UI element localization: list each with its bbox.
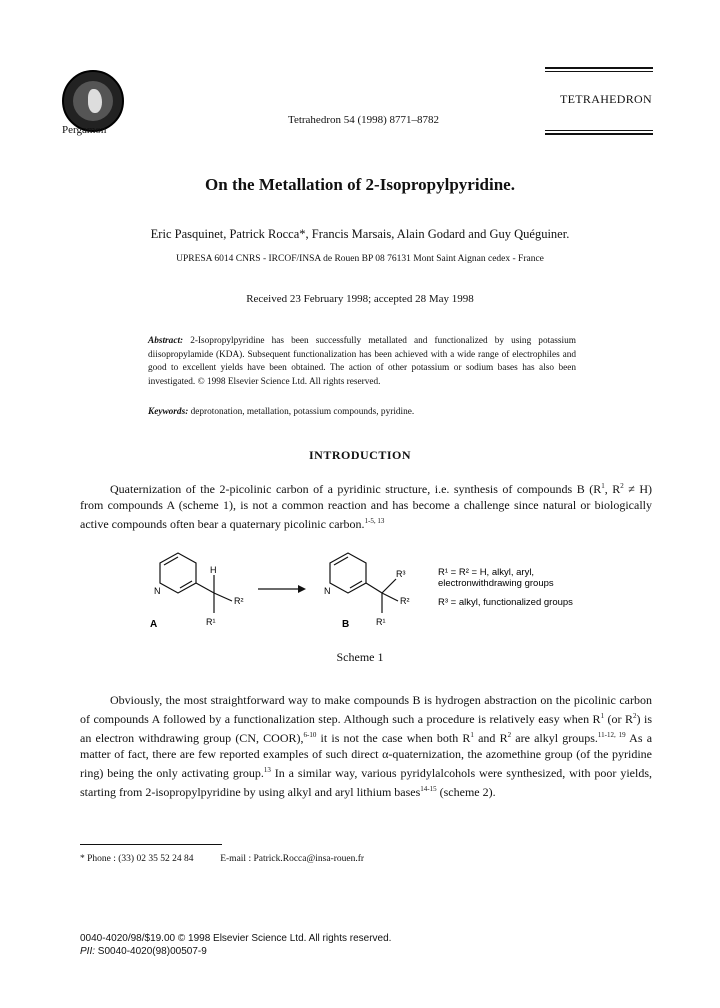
abstract-label: Abstract:: [148, 336, 184, 346]
citation-ref: 11-12, 19: [597, 731, 626, 739]
label-r2-a: R²: [234, 596, 244, 606]
legend-line-2: electronwithdrawing groups: [438, 578, 554, 589]
intro-paragraph-1: Quaternization of the 2-picolinic carbon of a pyridinic structure, i.e. synthesis of compounds B ($R^1$, $R^2 \ne H$) from compounds A (scheme 1), is not a common reaction and has become a challenge since natural or biologically active compounds often bear a quaternary picolinic carbon.$^{1-5, 13}$: [80, 482, 652, 531]
pii-label: PII:: [80, 946, 96, 957]
footnote-contact: [80, 854, 364, 864]
label-r1-b: R¹: [376, 617, 386, 627]
scheme-1-diagram: [130, 545, 600, 645]
label-r3-b: R³: [396, 569, 406, 579]
logo-emblem: [73, 81, 113, 121]
label-compound-b: B: [342, 619, 350, 630]
article-title: On the Metallation of 2-Isopropylpyridine.: [205, 175, 515, 194]
publisher-name: Pergamon: [62, 124, 107, 136]
header-rule-bottom: [545, 133, 653, 135]
label-r1-a: R¹: [206, 617, 216, 627]
publishing-info: [80, 932, 391, 958]
header-rule-bottom-thin: [545, 130, 653, 131]
footnote-email: E-mail : Patrick.Rocca@insa-rouen.fr: [220, 854, 365, 864]
publisher-logo: [62, 70, 124, 132]
journal-citation: Tetrahedron 54 (1998) 8771–8782: [288, 114, 440, 126]
legend-line-3: R³ = alkyl, functionalized groups: [438, 597, 573, 608]
abstract-text: 2-Isopropylpyridine has been successfully metallated and functionalized by using potassium diisopropylamide (KDA). Subsequent functionalization has been achieved with a wide range of electrophiles and good to excellent yields have been obtained. The action of other potassium or sodium bases has also been investigated. © 1998 Elsevier Science Ltd. All rights reserved.: [148, 336, 576, 387]
logo-head-icon: [88, 89, 102, 113]
received-dates: Received 23 February 1998; accepted 28 May 1998: [246, 293, 474, 305]
label-r2-b: R²: [400, 596, 410, 606]
compound-b-structure: [330, 553, 398, 613]
keywords-label: Keywords:: [148, 407, 189, 417]
keywords: [148, 407, 414, 417]
citation-ref: 14-15: [420, 785, 437, 793]
pii-line: [80, 945, 391, 958]
scheme-caption: Scheme 1: [336, 650, 384, 664]
label-compound-a: A: [150, 619, 158, 630]
pii-value: S0040-4020(98)00507-9: [95, 946, 207, 957]
journal-name: TETRAHEDRON: [560, 92, 652, 106]
citation-ref: 1-5, 13: [364, 517, 385, 525]
compound-a-structure: [160, 553, 232, 613]
citation-ref: 13: [263, 766, 271, 774]
article-affiliation: UPRESA 6014 CNRS - IRCOF/INSA de Rouen BP 08 76131 Mont Saint Aignan cedex - France: [176, 254, 544, 264]
legend-line-1: R¹ = R² = H, alkyl, aryl,: [438, 567, 535, 578]
section-heading-introduction: INTRODUCTION: [308, 448, 411, 462]
citation-ref: 6-10: [303, 731, 317, 739]
article-authors: Eric Pasquinet, Patrick Rocca*, Francis Marsais, Alain Godard and Guy Quéguiner.: [150, 227, 570, 241]
issn-line: 0040-4020/98/$19.00 © 1998 Elsevier Science Ltd. All rights reserved.: [80, 933, 392, 944]
header-rule-top-thin: [545, 71, 653, 72]
abstract: [148, 335, 576, 389]
arrow-head-icon: [298, 585, 306, 593]
atom-n-b: N: [324, 586, 331, 596]
atom-h: H: [210, 565, 217, 575]
atom-n-a: N: [154, 586, 161, 596]
footnote-rule: [80, 844, 222, 845]
intro-paragraph-2: Obviously, the most straightforward way to make compounds B is hydrogen abstraction on the picolinic carbon of compounds A followed by a functionalization step. Although such a procedure is relatively easy when $R^1$ (or $R^2$) is an electron withdrawing group (CN, COOR),$^{6-10}$ it is not the case when both $R^1$ and $R^2$ are alkyl groups.$^{11-12, 19}$ As a matter of fact, there are few reported examples of such direct α-quaternization, the azomethine group (of the pyridine ring) being the only activating group.$^{13}$ In a similar way, various pyridylalcohols were synthesized, with poor yields, starting from 2-isopropylpyridine by using alkyl and aryl lithium bases$^{14-15}$ (scheme 2).: [80, 693, 653, 799]
footnote-phone: * Phone : (33) 02 35 52 24 84: [80, 854, 194, 864]
keywords-text: deprotonation, metallation, potassium compounds, pyridine.: [188, 407, 415, 417]
header-rule-top: [545, 67, 653, 69]
